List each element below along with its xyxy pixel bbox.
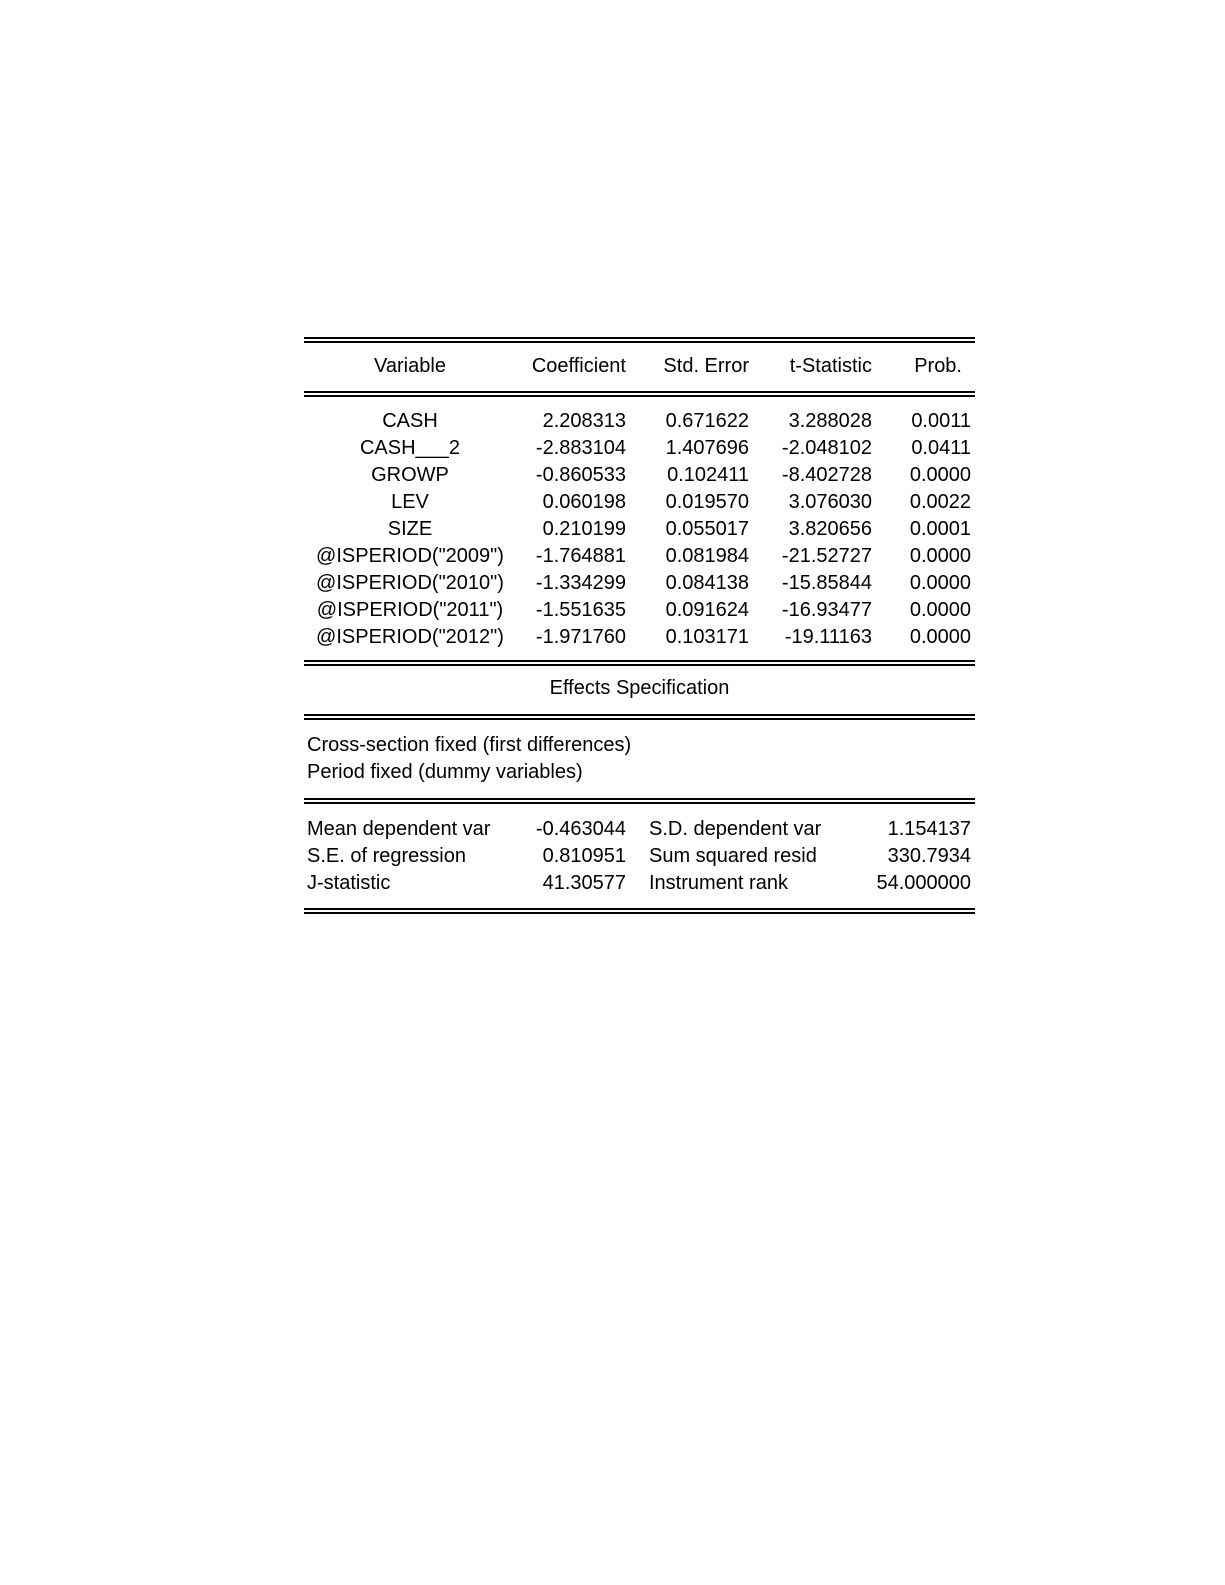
coefficient-cell: -1.764881 — [535, 545, 626, 567]
t-statistic-cell: -8.402728 — [781, 464, 872, 486]
std-error-cell: 0.091624 — [665, 599, 749, 621]
table-row — [304, 624, 975, 651]
effects-specification-title: Effects Specification — [549, 677, 730, 699]
effects-specification-row — [304, 675, 975, 702]
stat-value: 0.810951 — [542, 845, 626, 867]
header-coefficient: Coefficient — [531, 355, 626, 377]
effects-line — [304, 759, 975, 786]
variable-cell: @ISPERIOD("2011") — [316, 599, 504, 621]
coefficient-cell: 2.208313 — [542, 410, 626, 432]
header-t-statistic: t-Statistic — [789, 355, 872, 377]
regression-output-table — [304, 337, 975, 914]
variable-cell: @ISPERIOD("2012") — [316, 626, 504, 648]
prob-cell: 0.0011 — [911, 410, 971, 432]
variable-cell: CASH___2 — [359, 437, 461, 459]
stats-row — [304, 816, 975, 843]
prob-cell: 0.0000 — [909, 545, 971, 567]
t-statistic-cell: 3.288028 — [788, 410, 872, 432]
prob-cell: 0.0411 — [911, 437, 971, 459]
table-row — [304, 489, 975, 516]
table-row — [304, 462, 975, 489]
coefficient-cell: -2.883104 — [535, 437, 626, 459]
coefficient-cell: -0.860533 — [535, 464, 626, 486]
header-std-error: Std. Error — [663, 355, 749, 377]
coefficient-cell: -1.551635 — [535, 599, 626, 621]
t-statistic-cell: 3.820656 — [788, 518, 872, 540]
std-error-cell: 0.019570 — [665, 491, 749, 513]
prob-cell: 0.0000 — [909, 599, 971, 621]
coefficient-cell: 0.210199 — [542, 518, 626, 540]
stat-value: 1.154137 — [887, 818, 971, 840]
table-row — [304, 597, 975, 624]
header-prob: Prob. — [914, 355, 962, 377]
t-statistic-cell: -19.11163 — [784, 626, 872, 648]
variable-cell: CASH — [382, 410, 438, 432]
table-row — [304, 408, 975, 435]
table-row — [304, 516, 975, 543]
prob-cell: 0.0022 — [909, 491, 971, 513]
std-error-cell: 1.407696 — [665, 437, 749, 459]
prob-cell: 0.0000 — [909, 572, 971, 594]
header-row — [304, 353, 975, 380]
std-error-cell: 0.055017 — [665, 518, 749, 540]
stat-value: -0.463044 — [535, 818, 626, 840]
variable-cell: SIZE — [387, 518, 433, 540]
period-effect-text: Period fixed (dummy variables) — [307, 761, 583, 783]
stat-label: Instrument rank — [649, 872, 788, 894]
stat-label: J-statistic — [307, 872, 391, 894]
t-statistic-cell: -2.048102 — [781, 437, 872, 459]
coefficient-cell: 0.060198 — [542, 491, 626, 513]
stat-value: 54.000000 — [876, 872, 971, 894]
stat-value: 330.7934 — [887, 845, 971, 867]
variable-cell: @ISPERIOD("2009") — [316, 545, 504, 567]
stats-row — [304, 843, 975, 870]
t-statistic-cell: 3.076030 — [788, 491, 872, 513]
stat-label: Sum squared resid — [649, 845, 817, 867]
std-error-cell: 0.081984 — [665, 545, 749, 567]
variable-cell: LEV — [391, 491, 429, 513]
t-statistic-cell: -16.93477 — [781, 599, 872, 621]
t-statistic-cell: -21.52727 — [781, 545, 872, 567]
std-error-cell: 0.671622 — [665, 410, 749, 432]
table-row — [304, 570, 975, 597]
cross-section-effect-text: Cross-section fixed (first differences) — [307, 734, 632, 756]
stat-label: Mean dependent var — [307, 818, 491, 840]
variable-cell: @ISPERIOD("2010") — [316, 572, 504, 594]
coefficient-cell: -1.334299 — [535, 572, 626, 594]
table-row — [304, 543, 975, 570]
prob-cell: 0.0000 — [909, 464, 971, 486]
std-error-cell: 0.103171 — [665, 626, 749, 648]
stat-value: 41.30577 — [542, 872, 626, 894]
table-bottom-rule — [304, 908, 975, 914]
stats-row — [304, 870, 975, 897]
std-error-cell: 0.102411 — [667, 464, 749, 486]
stat-label: S.E. of regression — [307, 845, 466, 867]
t-statistic-cell: -15.85844 — [781, 572, 872, 594]
prob-cell: 0.0000 — [909, 626, 971, 648]
table-row — [304, 435, 975, 462]
coefficient-cell: -1.971760 — [535, 626, 626, 648]
effects-line — [304, 732, 975, 759]
variable-cell: GROWP — [371, 464, 449, 486]
prob-cell: 0.0001 — [909, 518, 971, 540]
std-error-cell: 0.084138 — [665, 572, 749, 594]
header-variable: Variable — [374, 355, 446, 377]
stat-label: S.D. dependent var — [649, 818, 822, 840]
